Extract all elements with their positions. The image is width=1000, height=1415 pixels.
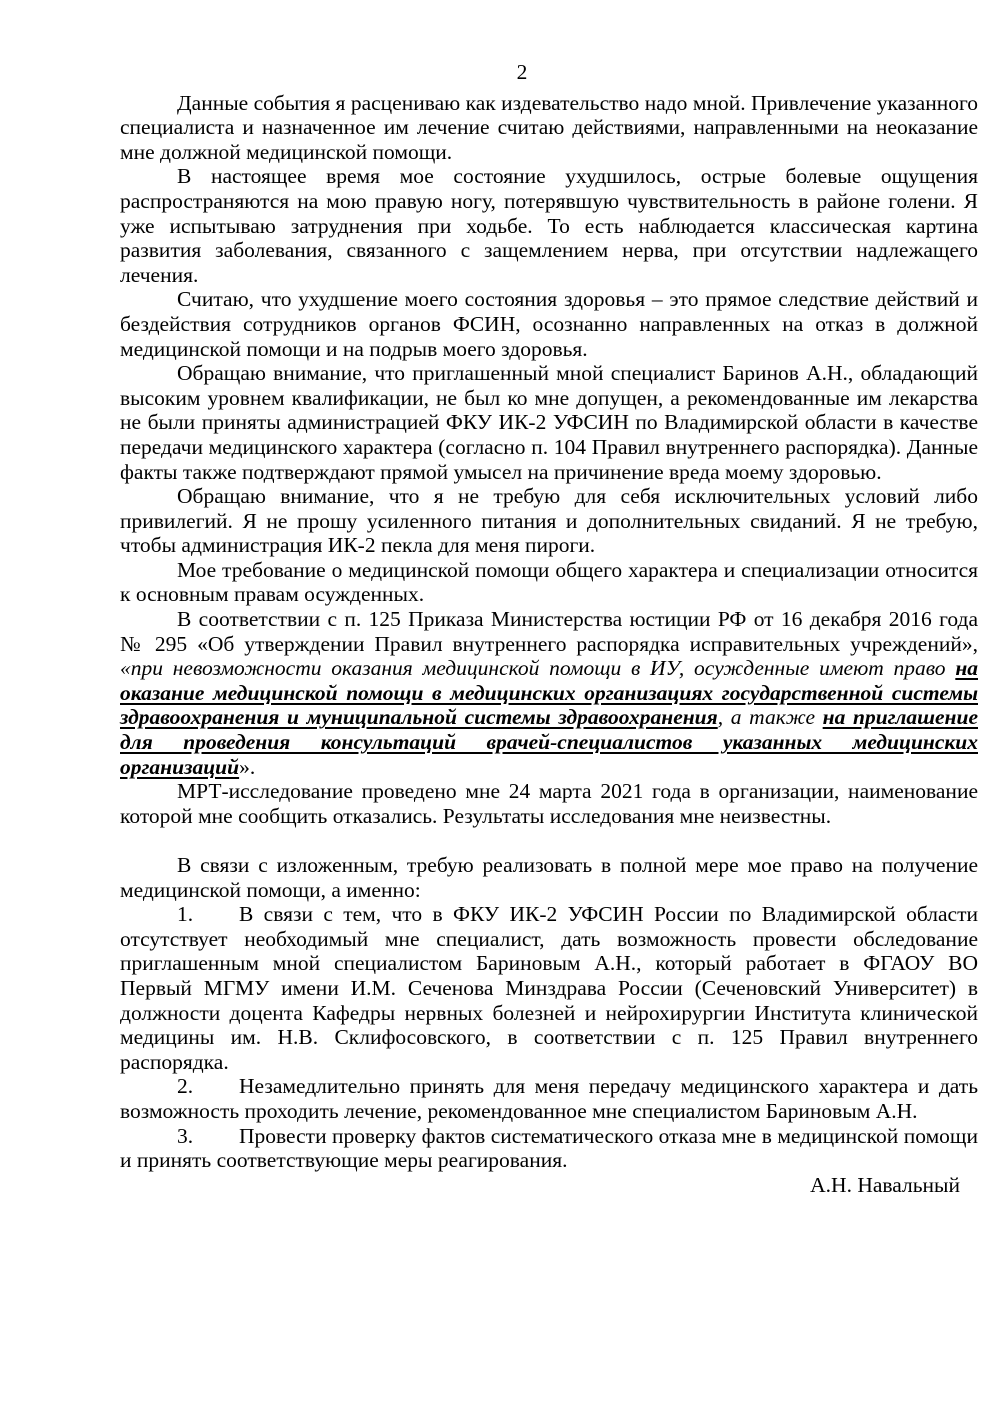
signature: А.Н. Навальный	[810, 1172, 960, 1197]
paragraph-condition-worsened	[120, 164, 978, 287]
text-run: В настоящее время мое состояние ухудшилось, острые болевые ощущения распространяются на мою правую ногу, потерявшую чувствительность в районе голени. Я уже испытываю затруднения при ходьбе. То есть наблюдается классическая картина развития заболевания, связанного с защемлением нерва, при отсутствии надлежащего лечения.	[120, 164, 978, 287]
text-run: В связи с тем, что в ФКУ ИК-2 УФСИН России по Владимирской области отсутствует необходимый мне специалист, дать возможность провести обследование приглашенным мной специалистом Бариновым А.Н., который работает в ФГАОУ ВО Первый МГМУ имени И.М. Сеченова Минздрава России (Сеченовский Университет) в должности доцента Кафедры нервных болезней и нейрохирургии Института клинической медицины им. Н.В. Склифосовского, в соответствии с п. 125 Правил внутреннего распорядка.	[120, 902, 978, 1074]
text-run: Мое требование о медицинской помощи общего характера и специализации относится к основным правам осужденных.	[120, 557, 978, 607]
text-run: Считаю, что ухудшение моего состояния здоровья – это прямое следствие действий и бездействия сотрудников органов ФСИН, осознанно направленных на отказ в должной медицинской помощи и на подрыв моего здоровья.	[120, 287, 978, 361]
text-run: Обращаю внимание, что я не требую для себя исключительных условий либо привилегий. Я не прошу усиленного питания и дополнительных свиданий. Я не требую, чтобы администрация ИК-2 пекла для меня пироги.	[120, 484, 978, 558]
text-run: В связи с изложенным, требую реализовать в полной мере мое право на получение медицинской помощи, а именно:	[120, 853, 978, 902]
list-number: 3.	[177, 1123, 194, 1148]
page-number: 2	[516, 60, 528, 84]
text-run: на приглашение для проведения консультаций врачей-специалистов указанных медицинских организаций	[120, 705, 978, 779]
paragraph-mrt	[120, 779, 978, 828]
paragraph-demands-intro	[120, 853, 978, 902]
paragraph-basic-rights	[120, 558, 978, 607]
list-number: 1.	[177, 902, 194, 927]
text-run: ».	[239, 754, 256, 779]
text-run: Провести проверку фактов систематического отказа мне в медицинской помощи и принять соответствующие меры реагирования.	[120, 1123, 978, 1173]
text-run: «при невозможности оказания медицинской помощи в ИУ, осужденные имеют право	[120, 656, 956, 681]
paragraph-fsin-blame	[120, 287, 978, 361]
paragraph-demand-2	[120, 1074, 978, 1123]
document-body	[120, 91, 978, 1173]
list-number: 2.	[177, 1074, 194, 1099]
text-run: на оказание медицинской помощи в медицинских организациях государственной системы здравоохранения и муниципальной системы здравоохранения	[120, 656, 978, 730]
paragraph-no-privileges	[120, 484, 978, 558]
paragraph-demand-1	[120, 902, 978, 1074]
paragraph-demand-3	[120, 1124, 978, 1173]
text-run: В соответствии с п. 125 Приказа Министерства юстиции РФ от 16 декабря 2016 года № 295 «Об утверждении Правил внутреннего распорядка исправительных учреждений»,	[120, 607, 978, 656]
text-run: Обращаю внимание, что приглашенный мной специалист Баринов А.Н., обладающий высоким уровнем квалификации, не был ко мне допущен, а рекомендованные им лекарства не были приняты администрацией ФКУ ИК-2 УФСИН по Владимирской области в качестве передачи медицинского характера (согласно п. 104 Правил внутреннего распорядка). Данные факты также подтверждают прямой умысел на причинение вреда моему здоровью.	[120, 361, 978, 484]
paragraph-mockery	[120, 91, 978, 165]
text-run: Данные события я расцениваю как издевательство надо мной. Привлечение указанного специалиста и назначенное им лечение считаю действиями, направленными на неоказание мне должной медицинской помощи.	[120, 90, 978, 164]
paragraph-legal-quote	[120, 607, 978, 779]
text-run: , а также	[717, 705, 823, 730]
paragraph-barinov-denied	[120, 361, 978, 484]
text-run: МРТ-исследование проведено мне 24 марта 2021 года в организации, наименование которой мне сообщить отказались. Результаты исследования мне неизвестны.	[120, 779, 978, 828]
text-run: Незамедлительно принять для меня передачу медицинского характера и дать возможность проходить лечение, рекомендованное мне специалистом Бариновым А.Н.	[120, 1074, 978, 1123]
